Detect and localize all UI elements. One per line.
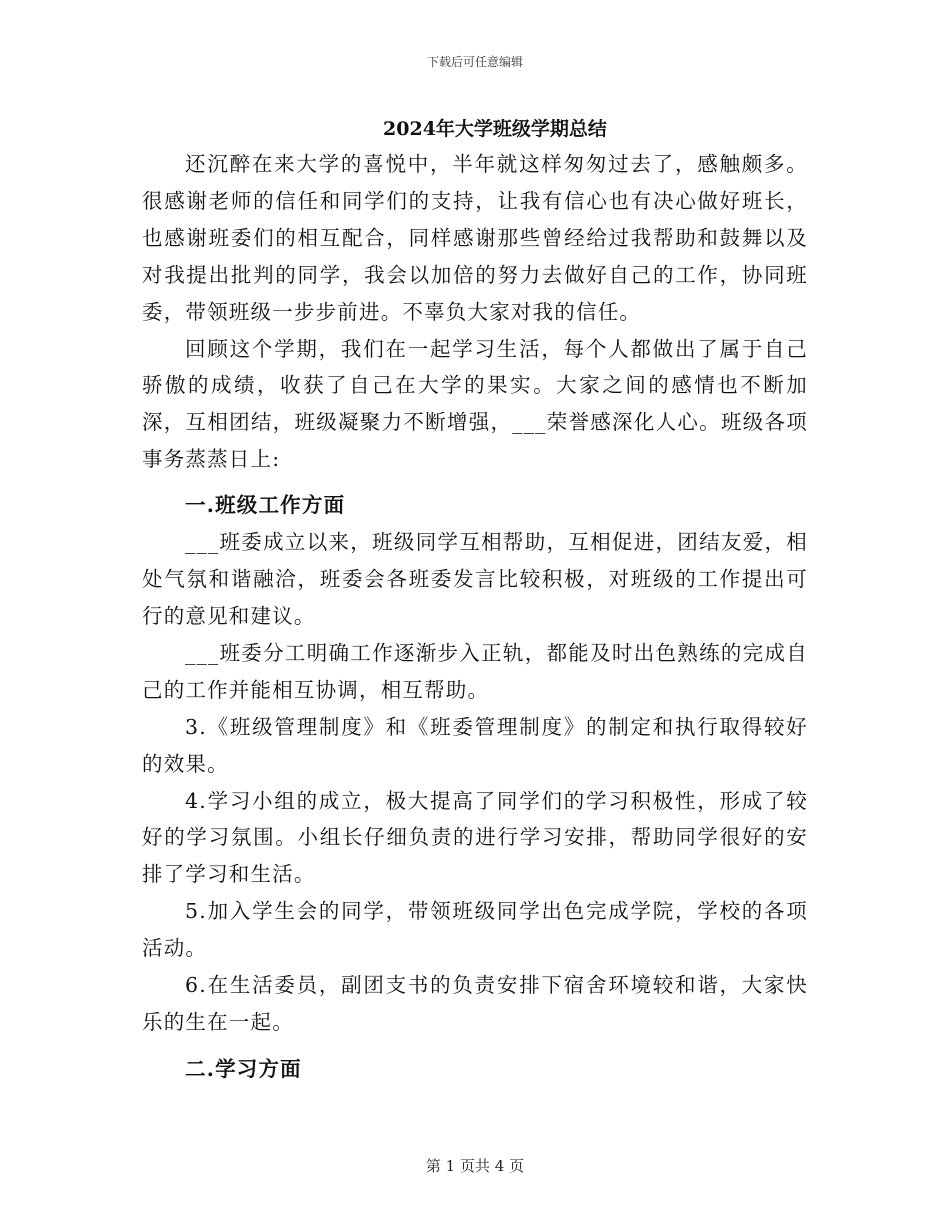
list-item: 5.加入学生会的同学，带领班级同学出色完成学院，学校的各项活动。 xyxy=(142,899,808,961)
document-body xyxy=(142,146,808,1088)
list-item: 4.学习小组的成立，极大提高了同学们的学习积极性，形成了较好的学习氛围。小组长仔细负责的进行学习安排，帮助同学很好的安排了学习和生活。 xyxy=(142,788,808,887)
section-heading-study: 二.学习方面 xyxy=(185,1056,302,1081)
list-item: 6.在生活委员，副团支书的负责安排下宿舍环境较和谐，大家快乐的生在一起。 xyxy=(142,973,808,1034)
paragraph-intro: 还沉醉在来大学的喜悦中，半年就这样匆匆过去了，感触颇多。很感谢老师的信任和同学们的支持，让我有信心也有决心做好班长，也感谢班委们的相互配合，同样感谢那些曾经给过我帮助和鼓舞以及对我提出批判的同学，我会以加倍的努力去做好自己的工作，协同班委，带领班级一步步前进。不辜负大家对我的信任。 xyxy=(142,152,808,324)
list-item: ___班委成立以来，班级同学互相帮助，互相促进，团结友爱，相处气氛和谐融洽，班委会各班委发言比较积极，对班级的工作提出可行的意见和建议。 xyxy=(142,530,808,628)
list-item: 3.《班级管理制度》和《班委管理制度》的制定和执行取得较好的效果。 xyxy=(142,714,808,776)
page-footer: 第 1 页共 4 页 xyxy=(425,1157,525,1175)
document-title: 2024年大学班级学期总结 xyxy=(383,118,607,140)
section-heading-class-work: 一.班级工作方面 xyxy=(185,493,346,518)
list-item: ___班委分工明确工作逐渐步入正轨，都能及时出色熟练的完成自己的工作并能相互协调，相互帮助。 xyxy=(142,640,808,702)
paragraph-review: 回顾这个学期，我们在一起学习生活，每个人都做出了属于自己骄傲的成绩，收获了自己在大学的果实。大家之间的感情也不断加深，互相团结，班级凝聚力不断增强，___荣誉感深化人心。班级各项事务蒸蒸日上: xyxy=(142,336,808,472)
header-note: 下载后可任意编辑 xyxy=(426,55,523,69)
